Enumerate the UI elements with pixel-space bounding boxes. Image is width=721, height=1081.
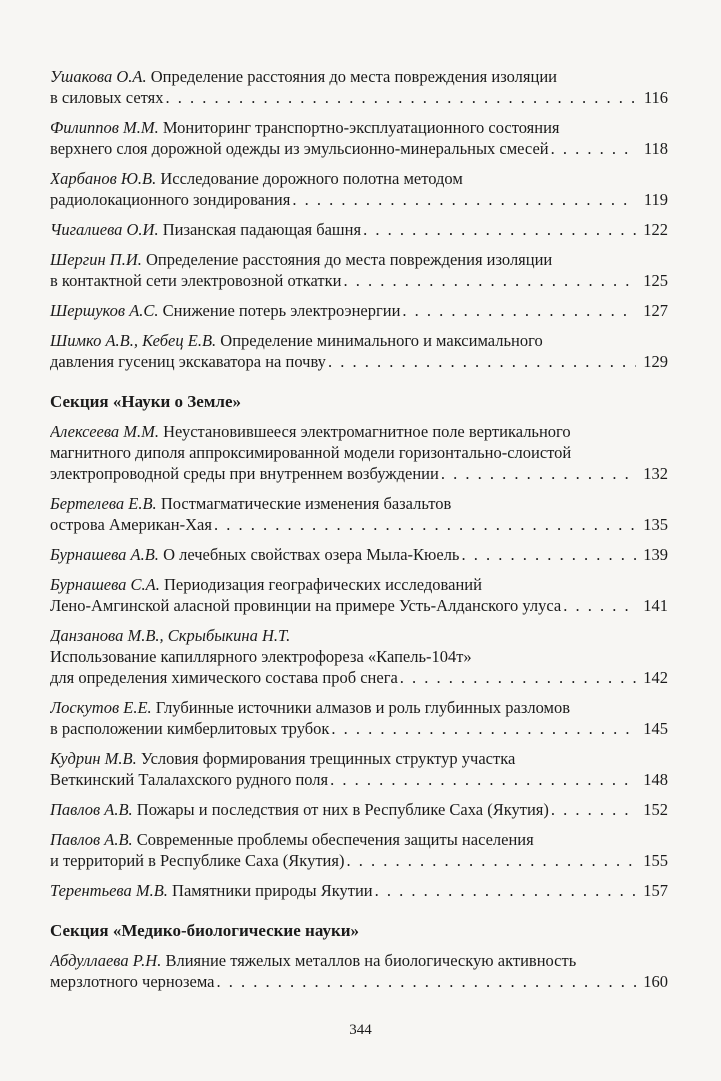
toc-entry-title: Лено-Амгинской аласной провинции на примере Усть-Алданского улуса — [50, 596, 562, 615]
toc-entry-title: Веткинский Талалахского рудного поля — [50, 770, 329, 789]
toc-entry-title: в силовых сетях — [50, 88, 164, 107]
toc-entry-line — [50, 249, 668, 270]
toc-entry-author: Данзанова М.В., Скрыбыкина Н.Т. — [50, 626, 291, 645]
toc-entry-line — [50, 646, 668, 667]
toc-entry — [50, 66, 668, 108]
toc-entry-author: Бурнашева С.А. — [50, 575, 160, 594]
toc-entry — [50, 880, 668, 901]
toc-entry — [50, 493, 668, 535]
toc-entry-last-line — [50, 138, 668, 159]
toc-entry-page: 148 — [643, 770, 668, 789]
toc-entry-title: Мониторинг транспортно-эксплуатационного состояния — [162, 118, 560, 137]
toc-entry-page: 155 — [643, 851, 668, 870]
toc-entry — [50, 748, 668, 790]
toc-entry-text — [50, 87, 164, 108]
toc-entry-title: О лечебных свойствах озера Мыла-Кюель — [163, 545, 460, 564]
toc-entry-text — [50, 595, 561, 616]
toc-entry-text — [50, 769, 328, 790]
toc-entry-line — [50, 330, 668, 351]
toc-entry-line — [50, 493, 668, 514]
toc-entry-last-line — [50, 799, 668, 820]
toc-entry — [50, 249, 668, 291]
toc-entry-text — [50, 300, 400, 321]
toc-entry-title: Исследование дорожного полотна методом — [160, 169, 463, 188]
toc-entry-last-line — [50, 463, 668, 484]
toc-entry-title: Неустановившееся электромагнитное поле вертикального — [163, 422, 571, 441]
dot-leader — [363, 219, 636, 240]
toc-entry — [50, 829, 668, 871]
toc-entry — [50, 799, 668, 820]
toc-entry-last-line — [50, 300, 668, 321]
dot-leader — [461, 544, 636, 565]
toc-entry-author: Харбанов Ю.В. — [50, 169, 157, 188]
section-heading: Секция «Науки о Земле» — [50, 392, 241, 411]
toc-entry-line — [50, 950, 668, 971]
toc-entry-text — [50, 718, 329, 739]
toc-entry-page: 116 — [643, 88, 668, 107]
toc-entry — [50, 421, 668, 484]
section-heading: Секция «Медико-биологические науки» — [50, 921, 360, 940]
toc-entry-line — [50, 625, 668, 646]
toc-entry-title: и территорий в Республике Саха (Якутия) — [50, 851, 345, 870]
toc-entry-author: Павлов А.В. — [50, 830, 133, 849]
toc-entry — [50, 300, 668, 321]
dot-leader — [330, 769, 636, 790]
dot-leader — [400, 667, 636, 688]
toc-entry — [50, 574, 668, 616]
toc-entry-title: Влияние тяжелых металлов на биологическую активность — [165, 951, 577, 970]
toc-entry-text — [50, 544, 459, 565]
toc-entry-text — [50, 270, 341, 291]
toc-entry-title: Условия формирования трещинных структур участка — [140, 749, 516, 768]
dot-leader — [216, 971, 636, 992]
toc-entry-page: 127 — [643, 301, 668, 320]
toc-entry — [50, 950, 668, 992]
toc-entry-title: Определение минимального и максимального — [220, 331, 543, 350]
dot-leader — [331, 718, 636, 739]
toc-entry-page: 122 — [643, 220, 668, 239]
toc-entry-text — [50, 219, 361, 240]
toc-entry-title: Определение расстояния до места повреждения изоляции — [146, 250, 553, 269]
toc-entry-title: острова Американ-Хая — [50, 515, 212, 534]
toc-entry-page: 129 — [643, 352, 668, 371]
toc-entry — [50, 544, 668, 565]
toc-entry-text — [50, 189, 290, 210]
toc-entry-page: 135 — [643, 515, 668, 534]
toc-entry-line — [50, 66, 668, 87]
toc-entry-line — [50, 442, 668, 463]
toc-entry-text — [50, 880, 373, 901]
toc-entry — [50, 219, 668, 240]
toc-entry-text — [50, 850, 344, 871]
toc-entry-last-line — [50, 219, 668, 240]
toc-entry-line — [50, 117, 668, 138]
toc-entry-title: Определение расстояния до места повреждения изоляции — [150, 67, 557, 86]
toc-entry-page: 142 — [643, 668, 668, 687]
toc-entry-last-line — [50, 514, 668, 535]
toc-entry-page: 152 — [643, 800, 668, 819]
toc-entry-title: магнитного диполя аппроксимированной модели горизонтально-слоистой — [50, 443, 572, 462]
dot-leader — [214, 514, 636, 535]
toc-entry-title: Пизанская падающая башня — [162, 220, 362, 239]
toc-entry-last-line — [50, 880, 668, 901]
toc-entry-author: Абдуллаева Р.Н. — [50, 951, 162, 970]
toc-entry-title: в контактной сети электровозной откатки — [50, 271, 342, 290]
toc-entry-page: 160 — [643, 972, 668, 991]
dot-leader — [551, 799, 636, 820]
toc-entry-title: Пожары и последствия от них в Республике Саха (Якутия) — [136, 800, 549, 819]
toc-entry-last-line — [50, 544, 668, 565]
dot-leader — [346, 850, 636, 871]
toc-entry-page: 125 — [643, 271, 668, 290]
toc-entry-last-line — [50, 270, 668, 291]
toc-entry-title: давления гусениц экскаватора на почву — [50, 352, 326, 371]
toc-entry-title: электропроводной среды при внутреннем возбуждении — [50, 464, 439, 483]
toc-entry-title: для определения химического состава проб снега — [50, 668, 398, 687]
toc-entry — [50, 117, 668, 159]
toc-entry-title: Современные проблемы обеспечения защиты населения — [136, 830, 534, 849]
toc-entry-last-line — [50, 667, 668, 688]
toc-entry-author: Филиппов М.М. — [50, 118, 159, 137]
dot-leader — [292, 189, 636, 210]
toc-entry-title: радиолокационного зондирования — [50, 190, 291, 209]
toc-entry-last-line — [50, 351, 668, 372]
toc-entry-author: Павлов А.В. — [50, 800, 133, 819]
toc-entry-author: Терентьева М.В. — [50, 881, 168, 900]
toc-entry-title: Использование капиллярного электрофореза «Капель-104т» — [50, 647, 472, 666]
toc-entry-author: Бертелева Е.В. — [50, 494, 157, 513]
toc-entry — [50, 330, 668, 372]
toc-entry-author: Ушакова О.А. — [50, 67, 147, 86]
table-of-contents — [50, 66, 668, 1001]
toc-entry-text — [50, 514, 212, 535]
toc-entry-title: в расположении кимберлитовых трубок — [50, 719, 330, 738]
toc-entry-last-line — [50, 850, 668, 871]
toc-entry-title: Постмагматические изменения базальтов — [160, 494, 452, 513]
toc-entry — [50, 625, 668, 688]
toc-entry-last-line — [50, 595, 668, 616]
toc-entry-page: 141 — [643, 596, 668, 615]
toc-entry-page: 119 — [643, 190, 668, 209]
toc-entry-line — [50, 829, 668, 850]
toc-entry — [50, 168, 668, 210]
toc-entry-title: Памятники природы Якутии — [172, 881, 373, 900]
toc-entry-page: 139 — [643, 545, 668, 564]
dot-leader — [375, 880, 636, 901]
toc-entry-text — [50, 351, 326, 372]
dot-leader — [402, 300, 636, 321]
toc-entry-author: Чигалиева О.И. — [50, 220, 159, 239]
toc-entry — [50, 697, 668, 739]
toc-entry-last-line — [50, 87, 668, 108]
toc-entry-line — [50, 697, 668, 718]
dot-leader — [166, 87, 637, 108]
toc-entry-page: 118 — [643, 139, 668, 158]
dot-leader — [551, 138, 636, 159]
dot-leader — [343, 270, 636, 291]
toc-entry-author: Шершуков А.С. — [50, 301, 159, 320]
toc-entry-last-line — [50, 189, 668, 210]
toc-entry-text — [50, 667, 398, 688]
toc-entry-title: верхнего слоя дорожной одежды из эмульсионно-минеральных смесей — [50, 139, 549, 158]
toc-entry-text — [50, 971, 214, 992]
toc-entry-title: Снижение потерь электроэнергии — [162, 301, 401, 320]
toc-entry-page: 132 — [643, 464, 668, 483]
toc-entry-line — [50, 748, 668, 769]
dot-leader — [441, 463, 636, 484]
toc-entry-author: Шергин П.И. — [50, 250, 142, 269]
toc-entry-line — [50, 574, 668, 595]
toc-entry-line — [50, 421, 668, 442]
toc-entry-text — [50, 463, 439, 484]
toc-entry-page: 145 — [643, 719, 668, 738]
toc-entry-last-line — [50, 769, 668, 790]
dot-leader — [328, 351, 636, 372]
page-number: 344 — [349, 1022, 372, 1038]
toc-entry-text — [50, 138, 549, 159]
toc-entry-author: Бурнашева А.В. — [50, 545, 159, 564]
toc-entry-page: 157 — [643, 881, 668, 900]
toc-entry-last-line — [50, 718, 668, 739]
toc-entry-title: Глубинные источники алмазов и роль глубинных разломов — [155, 698, 571, 717]
dot-leader — [563, 595, 636, 616]
toc-entry-title: Периодизация географических исследований — [164, 575, 482, 594]
toc-entry-text — [50, 799, 549, 820]
toc-entry-line — [50, 168, 668, 189]
toc-entry-author: Алексеева М.М. — [50, 422, 160, 441]
toc-entry-last-line — [50, 971, 668, 992]
toc-entry-author: Лоскутов Е.Е. — [50, 698, 152, 717]
toc-entry-author: Шимко А.В., Кебец Е.В. — [50, 331, 217, 350]
toc-entry-title: мерзлотного чернозема — [50, 972, 215, 991]
toc-entry-author: Кудрин М.В. — [50, 749, 137, 768]
